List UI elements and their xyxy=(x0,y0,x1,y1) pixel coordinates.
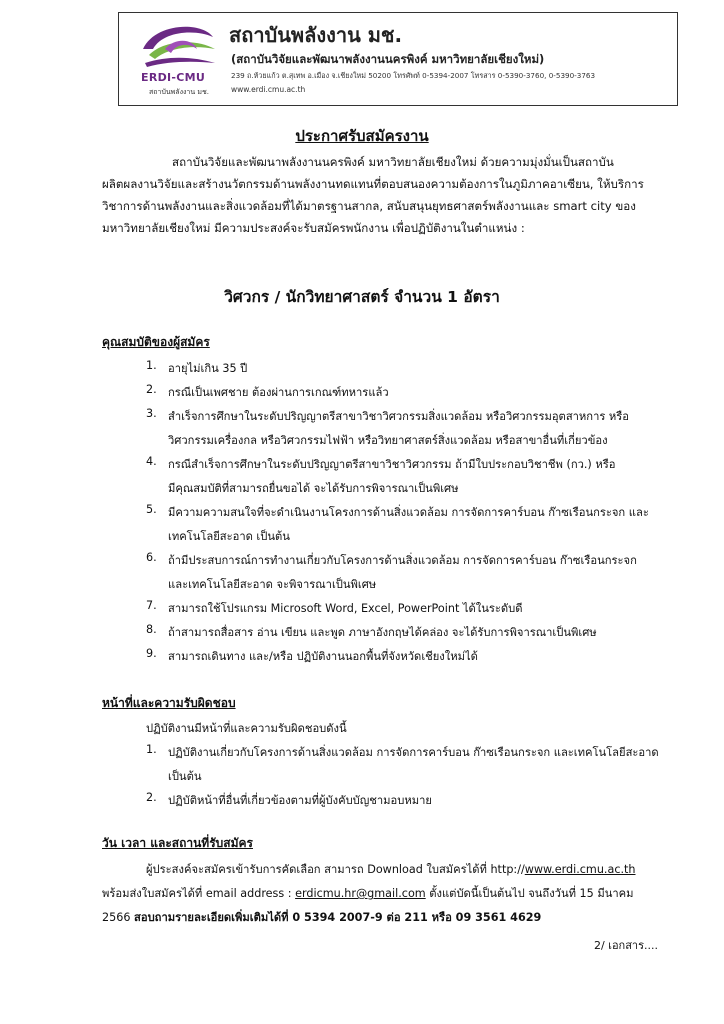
duties-heading: หน้าที่และความรับผิดชอบ xyxy=(102,696,236,710)
list-item-continuation: และเทคโนโลยีสะอาด จะพิจารณาเป็นพิเศษ xyxy=(168,578,377,591)
org-website: www.erdi.cmu.ac.th xyxy=(231,85,306,94)
document-page: ERDI-CMU สถาบันพลังงาน มช. สถาบันพลังงาน มช. (สถาบันวิจัยและพัฒนาพลังงานนครพิงค์ มหาวิทยาลัยเชียงใหม่) 239 ถ.ห้วยแก้ว ต.สุเทพ อ.เมือง จ.เชียงใหม่ 50200 โทรศัพท์ 0-5394-2007 โทรสาร 0-5390-3760, 0-5390-3763 www.erdi.cmu.ac.th ประกาศรับสมัครงาน สถาบันวิจัยและพัฒนาพลังงานนครพิงค์ มหาวิทยาลัยเชียงใหม่ ด้วยความมุ่งมั่นเป็นสถาบัน ผลิตผลงานวิจัยและสร้างนวัตกรรมด้านพลังงานทดแทนที่ตอบสนองความต้องการในภูมิภาคอาเซียน, ให้บริการ วิชาการด้านพลังงานและสิ่งแวดล้อมที่ได้มาตรฐานสากล, สนับสนุนยุทธศาสตร์พลังงานและ smart city ของ มหาวิทยาลัยเชียงใหม่ มีความประสงค์จะรับสมัครพนักงาน เพื่อปฏิบัติงานในตำแหน่ง : วิศวกร / นักวิทยาศาสตร์ จำนวน 1 อัตรา คุณสมบัติของผู้สมัคร 1. อายุไม่เกิน 35 ปี 2. กรณีเป็นเพศชาย ต้องผ่านการเกณฑ์ทหารแล้ว 3. สำเร็จการศึกษาในระดับปริญญาตรีสาขาวิชาวิศวกรรมสิ่งแวดล้อม หรือวิศวกรรมอุตสาหการ หรือ วิศวกรรมเครื่องกล หรือวิศวกรรมไฟฟ้า หรือวิทยาศาสตร์สิ่งแวดล้อม หรือสาขาอื่นที่เกี่ยวข้อง 4. กรณีสำเร็จการศึกษาในระดับปริญญาตรีสาขาวิชาวิศวกรรม ถ้ามีใบประกอบวิชาชีพ (กว.) หรือ มีคุณสมบัติที่สามารถยื่นขอได้ จะได้รับการพิจารณาเป็นพิเศษ 5. มีความความสนใจที่จะดำเนินงานโครงการด้านสิ่งแวดล้อม การจัดการคาร์บอน ก๊าซเรือนกระจก และ เทคโนโลยีสะอาด เป็นต้น 6. ถ้ามีประสบการณ์การทำงานเกี่ยวกับโครงการด้านสิ่งแวดล้อม การจัดการคาร์บอน ก๊าซเรือนกระจก และเทคโนโลยีสะอาด จะพิจารณาเป็นพิเศษ 7. สามารถใช้โปรแกรม Microsoft Word, Excel, PowerPoint ได้ในระดับดี 8. ถ้าสามารถสื่อสาร อ่าน เขียน และพูด ภาษาอังกฤษได้คล่อง จะได้รับการพิจารณาเป็นพิเศษ 9. สามารถเดินทาง และ/หรือ ปฏิบัติงานนอกพื้นที่จังหวัดเชียงใหม่ได้ หน้าที่และความรับผิดชอบ ปฏิบัติงานมีหน้าที่และความรับผิดชอบดังนี้ 1. ปฏิบัติงานเกี่ยวกับโครงการด้านสิ่งแวดล้อม การจัดการคาร์บอน ก๊าซเรือนกระจก และเทคโนโลยีสะอาด เป็นต้น 2. ปฏิบัติหน้าที่อื่นที่เกี่ยวข้องตามที่ผู้บังคับบัญชามอบหมาย วัน เวลา และสถานที่รับสมัคร ผู้ประสงค์จะสมัครเข้ารับการคัดเลือก สามารถ Download ใบสมัครได้ที่ http://www.erdi.cmu.ac.th พร้อมส่งใบสมัครได้ที่ email address : erdicmu.hr@gmail.com ตั้งแต่บัดนี้เป็นต้นไป จนถึงวันที่ 15 มีนาคม 2566 สอบถามรายละเอียดเพิ่มเติมได้ที่ 0 5394 2007-9 ต่อ 211 หรือ 09 3561 4629 2/ เอกสาร.... xyxy=(0,0,724,1024)
list-item-continuation: เทคโนโลยีสะอาด เป็นต้น xyxy=(168,530,290,543)
page-title: ประกาศรับสมัครงาน xyxy=(295,127,429,145)
apply-line-1: ผู้ประสงค์จะสมัครเข้ารับการคัดเลือก สามารถ Download ใบสมัครได้ที่ http://www.erdi.cmu.ac.th xyxy=(146,863,636,876)
intro-line-3: วิชาการด้านพลังงานและสิ่งแวดล้อมที่ได้มาตรฐานสากล, สนับสนุนยุทธศาสตร์พลังงานและ smart city ของ xyxy=(102,199,636,213)
intro-line-4: มหาวิทยาลัยเชียงใหม่ มีความประสงค์จะรับสมัครพนักงาน เพื่อปฏิบัติงานในตำแหน่ง : xyxy=(102,221,525,235)
logo-swoosh-icon xyxy=(135,19,221,71)
duties-intro: ปฏิบัติงานมีหน้าที่และความรับผิดชอบดังนี้ xyxy=(146,722,347,735)
erdi-logo xyxy=(135,19,221,101)
org-address: 239 ถ.ห้วยแก้ว ต.สุเทพ อ.เมือง จ.เชียงใหม่ 50200 โทรศัพท์ 0-5394-2007 โทรสาร 0-5390-3760, 0-5390-3763 xyxy=(231,71,596,80)
letterhead xyxy=(118,12,678,106)
org-full-name: (สถาบันวิจัยและพัฒนาพลังงานนครพิงค์ มหาวิทยาลัยเชียงใหม่) xyxy=(231,52,545,66)
website-link[interactable]: www.erdi.cmu.ac.th xyxy=(524,863,636,876)
apply-line-3: 2566 สอบถามรายละเอียดเพิ่มเติมได้ที่ 0 5394 2007-9 ต่อ 211 หรือ 09 3561 4629 xyxy=(102,911,542,924)
apply-line-2: พร้อมส่งใบสมัครได้ที่ email address : erdicmu.hr@gmail.com ตั้งแต่บัดนี้เป็นต้นไป จนถึงวันที่ 15 มีนาคม xyxy=(102,887,634,900)
apply-heading: วัน เวลา และสถานที่รับสมัคร xyxy=(102,836,253,850)
intro-line-2: ผลิตผลงานวิจัยและสร้างนวัตกรรมด้านพลังงานทดแทนที่ตอบสนองความต้องการในภูมิภาคอาเซียน, ให้บริการ xyxy=(102,177,644,191)
org-name: สถาบันพลังงาน มช. xyxy=(229,23,403,47)
list-item-continuation: เป็นต้น xyxy=(168,770,202,783)
page-continuation: 2/ เอกสาร.... xyxy=(593,939,658,952)
qualifications-heading: คุณสมบัติของผู้สมัคร xyxy=(102,335,210,349)
email-link[interactable]: erdicmu.hr@gmail.com xyxy=(295,887,426,900)
list-item-continuation: วิศวกรรมเครื่องกล หรือวิศวกรรมไฟฟ้า หรือวิทยาศาสตร์สิ่งแวดล้อม หรือสาขาอื่นที่เกี่ยวข้อง xyxy=(168,434,608,447)
list-item-continuation: มีคุณสมบัติที่สามารถยื่นขอได้ จะได้รับการพิจารณาเป็นพิเศษ xyxy=(168,482,459,495)
intro-line-1: สถาบันวิจัยและพัฒนาพลังงานนครพิงค์ มหาวิทยาลัยเชียงใหม่ ด้วยความมุ่งมั่นเป็นสถาบัน xyxy=(172,155,614,169)
job-position: วิศวกร / นักวิทยาศาสตร์ จำนวน 1 อัตรา xyxy=(224,288,500,306)
logo-text: ERDI-CMU xyxy=(141,71,206,84)
contact-info: สอบถามรายละเอียดเพิ่มเติมได้ที่ 0 5394 2007-9 ต่อ 211 หรือ 09 3561 4629 xyxy=(134,911,542,924)
logo-subtext: สถาบันพลังงาน มช. xyxy=(149,88,209,96)
